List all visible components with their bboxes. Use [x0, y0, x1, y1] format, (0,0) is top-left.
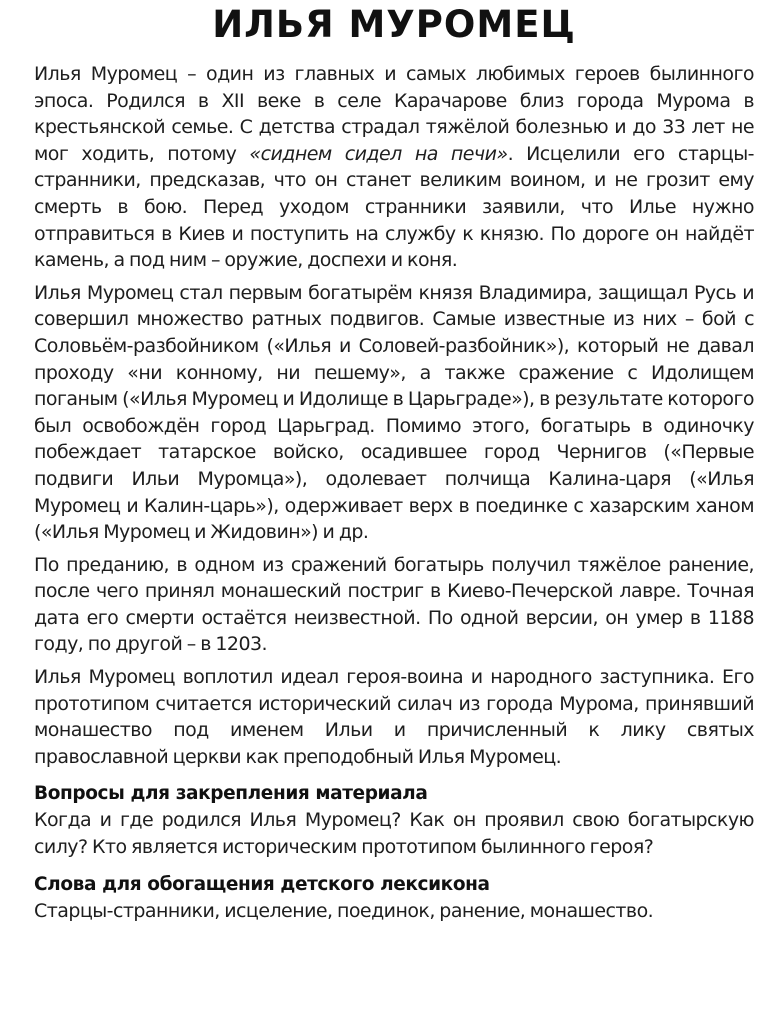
questions-text: Когда и где родился Илья Муромец? Как он проявил свою богатырскую силу? Кто является историческим прототипом былинного героя?	[34, 809, 754, 859]
paragraph-1	[34, 61, 754, 274]
paragraph-3: По преданию, в одном из сражений богатырь получил тяжёлое ранение, после чего принял монашеский постриг в Киево-Печерской лавре. Точная дата его смерти остаётся неизвестной. По одной версии, он умер в 1188 году, по другой – в 1203.	[34, 553, 754, 656]
questions-heading: Вопросы для закрепления материала	[34, 783, 428, 805]
paragraph-1-quote: «сиднем сидел на печи»	[249, 142, 508, 165]
paragraph-2: Илья Муромец стал первым богатырём князя Владимира, защищал Русь и совершил множество ратных подвигов. Самые известные из них – бой с Соловьём-разбойником («Илья и Соловей-разбойник»), который не давал проходу «ни конному, ни пешему», а также сражение с Идолищем поганым («Илья Муромец и Идолище в Царьграде»), в результате которого был освобождён город Царьград. Помимо этого, богатырь в одиночку побеждает татарское войско, осадившее город Чернигов («Первые подвиги Ильи Муромца»), одолевает полчища Калина-царя («Илья Муромец и Калин-царь»), одерживает верх в поединке с хазарским ханом («Илья Муромец и Жидовин») и др.	[34, 281, 754, 544]
vocabulary-heading: Слова для обогащения детского лексикона	[34, 873, 490, 895]
vocabulary-text: Старцы-странники, исцеление, поединок, ранение, монашество.	[34, 899, 654, 922]
paragraph-1-text-start: Илья Муромец – один из главных и самых любимых героев былинного эпоса. Родился в XII веке в селе Карачарове близ города Мурома в крестьянской семье. С детства страдал тяжёлой болезнью и до 33 лет не мог ходить, потому	[34, 63, 754, 165]
document-page	[34, 0, 754, 924]
page-title: ИЛЬЯ МУРОМЕЦ	[212, 3, 576, 46]
paragraph-4: Илья Муромец воплотил идеал героя-воина и народного заступника. Его прототипом считается исторический силач из города Мурома, принявший монашество под именем Ильи и причисленный к лику святых православной церкви как преподобный Илья Муромец.	[34, 666, 754, 768]
paragraph-1-text-end: . Исцелили его старцы-странники, предсказав, что он станет великим воином, и не грозит ему смерть в бою. Перед уходом странники заявили, что Илье нужно отправиться в Киев и поступить на службу к князю. По дороге он найдёт камень, а под ним – оружие, доспехи и коня.	[34, 142, 754, 272]
